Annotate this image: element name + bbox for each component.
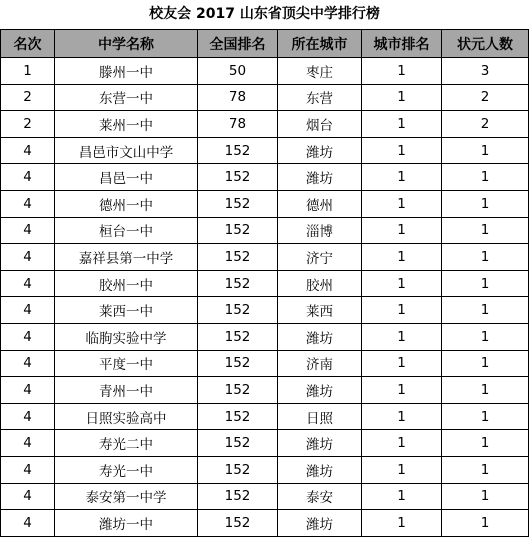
header-city: 所在城市 [278,30,362,58]
cell-top-scorer-count: 1 [442,217,529,244]
table-body [1,58,529,537]
cell-top-scorer-count: 1 [442,137,529,164]
cell-city: 济宁 [278,244,362,271]
cell-national-rank: 152 [198,164,278,191]
cell-city: 潍坊 [278,510,362,537]
cell-rank: 4 [1,510,55,537]
cell-school-name: 莱州一中 [55,111,198,138]
cell-national-rank: 152 [198,403,278,430]
cell-national-rank: 152 [198,350,278,377]
cell-city: 潍坊 [278,137,362,164]
cell-rank: 4 [1,270,55,297]
cell-school-name: 昌邑市文山中学 [55,137,198,164]
cell-school-name: 德州一中 [55,190,198,217]
header-rank: 名次 [1,30,55,58]
cell-school-name: 桓台一中 [55,217,198,244]
table-row [1,430,529,457]
cell-top-scorer-count: 3 [442,58,529,85]
table-row [1,350,529,377]
cell-city-rank: 1 [362,137,442,164]
cell-city-rank: 1 [362,164,442,191]
cell-rank: 2 [1,111,55,138]
cell-city-rank: 1 [362,244,442,271]
cell-city-rank: 1 [362,510,442,537]
table-row [1,270,529,297]
cell-rank: 1 [1,58,55,85]
cell-city: 潍坊 [278,164,362,191]
table-row [1,84,529,111]
cell-national-rank: 152 [198,323,278,350]
cell-top-scorer-count: 1 [442,190,529,217]
table-row [1,137,529,164]
cell-top-scorer-count: 1 [442,350,529,377]
cell-city-rank: 1 [362,111,442,138]
cell-school-name: 寿光二中 [55,430,198,457]
cell-national-rank: 152 [198,217,278,244]
header-school-name: 中学名称 [55,30,198,58]
table-row [1,510,529,537]
cell-rank: 4 [1,164,55,191]
cell-top-scorer-count: 1 [442,297,529,324]
cell-city-rank: 1 [362,270,442,297]
cell-rank: 4 [1,456,55,483]
cell-national-rank: 152 [198,270,278,297]
cell-national-rank: 152 [198,190,278,217]
cell-rank: 4 [1,217,55,244]
ranking-table [0,29,529,537]
table-row [1,58,529,85]
cell-top-scorer-count: 1 [442,323,529,350]
cell-school-name: 临朐实验中学 [55,323,198,350]
cell-rank: 4 [1,190,55,217]
cell-city: 莱西 [278,297,362,324]
cell-city: 潍坊 [278,430,362,457]
cell-top-scorer-count: 1 [442,430,529,457]
cell-national-rank: 152 [198,510,278,537]
cell-school-name: 潍坊一中 [55,510,198,537]
cell-rank: 4 [1,430,55,457]
cell-city-rank: 1 [362,217,442,244]
table-row [1,190,529,217]
header-top-scorer-count: 状元人数 [442,30,529,58]
cell-top-scorer-count: 1 [442,483,529,510]
table-row [1,377,529,404]
cell-national-rank: 152 [198,377,278,404]
cell-city: 烟台 [278,111,362,138]
cell-school-name: 泰安第一中学 [55,483,198,510]
cell-city: 淄博 [278,217,362,244]
cell-city: 潍坊 [278,456,362,483]
cell-national-rank: 50 [198,58,278,85]
cell-city: 胶州 [278,270,362,297]
cell-national-rank: 78 [198,84,278,111]
cell-city-rank: 1 [362,58,442,85]
cell-top-scorer-count: 2 [442,111,529,138]
cell-top-scorer-count: 1 [442,164,529,191]
cell-national-rank: 78 [198,111,278,138]
cell-top-scorer-count: 1 [442,510,529,537]
cell-rank: 2 [1,84,55,111]
cell-city-rank: 1 [362,377,442,404]
table-row [1,456,529,483]
cell-school-name: 昌邑一中 [55,164,198,191]
cell-rank: 4 [1,377,55,404]
cell-rank: 4 [1,483,55,510]
table-row [1,323,529,350]
cell-school-name: 莱西一中 [55,297,198,324]
cell-national-rank: 152 [198,297,278,324]
cell-national-rank: 152 [198,456,278,483]
cell-top-scorer-count: 1 [442,456,529,483]
table-row [1,297,529,324]
cell-city: 东营 [278,84,362,111]
cell-city: 泰安 [278,483,362,510]
cell-rank: 4 [1,403,55,430]
cell-city-rank: 1 [362,456,442,483]
cell-national-rank: 152 [198,137,278,164]
table-row [1,164,529,191]
cell-school-name: 平度一中 [55,350,198,377]
cell-national-rank: 152 [198,244,278,271]
cell-city-rank: 1 [362,483,442,510]
page-title: 校友会 2017 山东省顶尖中学排行榜 [149,6,380,22]
cell-city-rank: 1 [362,190,442,217]
cell-school-name: 胶州一中 [55,270,198,297]
cell-city-rank: 1 [362,323,442,350]
cell-school-name: 东营一中 [55,84,198,111]
cell-top-scorer-count: 1 [442,270,529,297]
table-row [1,111,529,138]
cell-city: 潍坊 [278,377,362,404]
table-row [1,217,529,244]
table-row [1,244,529,271]
cell-rank: 4 [1,137,55,164]
cell-city-rank: 1 [362,430,442,457]
header-city-rank: 城市排名 [362,30,442,58]
cell-rank: 4 [1,297,55,324]
cell-school-name: 滕州一中 [55,58,198,85]
cell-city-rank: 1 [362,297,442,324]
cell-city-rank: 1 [362,403,442,430]
cell-city-rank: 1 [362,350,442,377]
cell-rank: 4 [1,323,55,350]
cell-city: 济南 [278,350,362,377]
cell-rank: 4 [1,350,55,377]
cell-school-name: 日照实验高中 [55,403,198,430]
cell-school-name: 嘉祥县第一中学 [55,244,198,271]
cell-national-rank: 152 [198,483,278,510]
table-row [1,483,529,510]
cell-top-scorer-count: 2 [442,84,529,111]
cell-school-name: 青州一中 [55,377,198,404]
cell-top-scorer-count: 1 [442,244,529,271]
cell-top-scorer-count: 1 [442,403,529,430]
cell-city: 德州 [278,190,362,217]
cell-city: 枣庄 [278,58,362,85]
table-header-row [1,30,529,58]
cell-top-scorer-count: 1 [442,377,529,404]
cell-rank: 4 [1,244,55,271]
header-national-rank: 全国排名 [198,30,278,58]
cell-school-name: 寿光一中 [55,456,198,483]
cell-national-rank: 152 [198,430,278,457]
table-row [1,403,529,430]
cell-city: 潍坊 [278,323,362,350]
cell-city-rank: 1 [362,84,442,111]
cell-city: 日照 [278,403,362,430]
